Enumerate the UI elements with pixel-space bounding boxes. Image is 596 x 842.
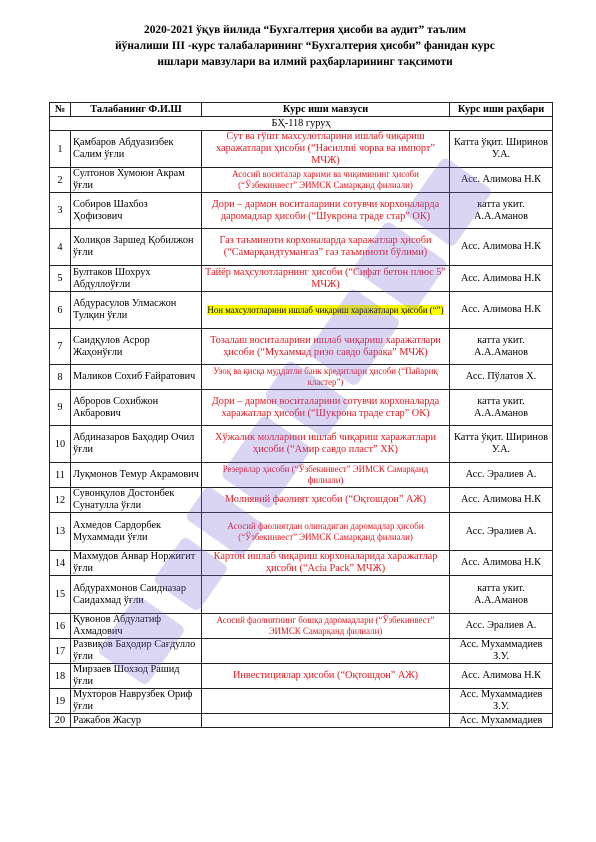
advisor: Асс. Мухаммадиев З.У. bbox=[450, 689, 553, 714]
course-topic: Асосий воситалар харими ва чиқимининг ҳисоби (“Ўзбекинвест” ЭИМСК Самарқанд филиали) bbox=[202, 168, 450, 193]
course-topic bbox=[202, 714, 450, 728]
student-name: Сувонқулов Достонбек Сунатулла ўғли bbox=[71, 488, 202, 513]
table-row bbox=[50, 229, 553, 266]
advisor: катта укит. А.А.Аманов bbox=[450, 329, 553, 365]
row-number: 11 bbox=[50, 463, 71, 488]
course-topic: Дори – дармон воситаларини сотувчи корхоналарда даромадлар ҳисоби (“Шукрона траде стар” ОК) bbox=[202, 193, 450, 229]
table-row bbox=[50, 168, 553, 193]
course-topic: Молиявий фаолият ҳисоби (“Оқтошдон” АЖ) bbox=[202, 488, 450, 513]
student-name: Абдурасулов Улмасжон Тулқин ўғли bbox=[71, 292, 202, 329]
student-name: Абдурахмонов Саидназар Саидахмад ўғли bbox=[71, 576, 202, 614]
header-number: № bbox=[50, 103, 71, 117]
course-topic: Асосий фаолиятнинг бошқа даромадлари (“Ўзбекинвест” ЭИМСК Самарқанд филиали) bbox=[202, 614, 450, 639]
student-name: Саидқулов Асрор Жаҳонўғли bbox=[71, 329, 202, 365]
table-row bbox=[50, 426, 553, 463]
row-number: 15 bbox=[50, 576, 71, 614]
student-name: Маликов Сохиб Ғайратович bbox=[71, 365, 202, 390]
advisor: Асс. Эралиев А. bbox=[450, 463, 553, 488]
row-number: 20 bbox=[50, 714, 71, 728]
course-work-table bbox=[49, 102, 553, 728]
course-topic bbox=[202, 639, 450, 664]
title-line-2: йўналиши III -курс талабаларининг “Бухгалтерия ҳисоби” фанидан курс bbox=[115, 40, 495, 52]
header-topic: Курс иши мавзуси bbox=[202, 103, 450, 117]
course-topic: Тозалаш воситаларини ишлаб чиқариш харажатлари ҳисоби (“Мухаммад ризо савдо барака” МЧЖ) bbox=[202, 329, 450, 365]
course-topic: Хўжалик молларини ишлаб чиқариш харажатлари ҳисоби (“Амир савдо пласт” ХК) bbox=[202, 426, 450, 463]
table-row bbox=[50, 463, 553, 488]
student-name: Қамбаров Абдуазизбек Салим ўғли bbox=[71, 131, 202, 168]
student-name: Собиров Шахбоз Ҳофизович bbox=[71, 193, 202, 229]
advisor: Асс. Алимова Н.К bbox=[450, 168, 553, 193]
advisor: Катта ўқит. Ширинов У.А. bbox=[450, 131, 553, 168]
row-number: 12 bbox=[50, 488, 71, 513]
advisor: Асс. Мухаммадиев З.У. bbox=[450, 639, 553, 664]
table-row bbox=[50, 266, 553, 292]
table-row bbox=[50, 576, 553, 614]
course-topic bbox=[202, 292, 450, 329]
table-row bbox=[50, 714, 553, 728]
table-row bbox=[50, 513, 553, 551]
row-number: 19 bbox=[50, 689, 71, 714]
table-row bbox=[50, 551, 553, 576]
advisor: Асс. Пўлатов Х. bbox=[450, 365, 553, 390]
table-row bbox=[50, 131, 553, 168]
advisor: Асс. Алимова Н.К bbox=[450, 292, 553, 329]
student-name: Абдиназаров Баҳодир Очил ўғли bbox=[71, 426, 202, 463]
group-label: БҲ-118 гуруҳ bbox=[50, 117, 553, 131]
row-number: 3 bbox=[50, 193, 71, 229]
advisor: Асс. Алимова Н.К bbox=[450, 488, 553, 513]
header-student-name: Талабанинг Ф.И.Ш bbox=[71, 103, 202, 117]
table-row bbox=[50, 365, 553, 390]
table-row bbox=[50, 614, 553, 639]
course-topic bbox=[202, 689, 450, 714]
row-number: 17 bbox=[50, 639, 71, 664]
advisor: Асс. Алимова Н.К bbox=[450, 266, 553, 292]
table-row bbox=[50, 193, 553, 229]
table-row bbox=[50, 639, 553, 664]
highlighted-topic: Нон махсулотларини ишлаб чиқариш харажатлари ҳисоби (“”) bbox=[207, 304, 444, 315]
row-number: 7 bbox=[50, 329, 71, 365]
row-number: 8 bbox=[50, 365, 71, 390]
row-number: 13 bbox=[50, 513, 71, 551]
row-number: 2 bbox=[50, 168, 71, 193]
table-row bbox=[50, 329, 553, 365]
advisor: Асс. Алимова Н.К bbox=[450, 229, 553, 266]
course-topic: Резервлар ҳисоби (“Ўзбекинвест” ЭИМСК Самарқанд филиали) bbox=[202, 463, 450, 488]
row-number: 10 bbox=[50, 426, 71, 463]
course-topic: Асосий фаолиятдан олинадиган даромадлар ҳисоби (“Ўзбекинвест” ЭИМСК Самарқанд филиали) bbox=[202, 513, 450, 551]
student-name: Аброров Сохибжон Акбарович bbox=[71, 390, 202, 426]
student-name: Развиқов Баҳодир Сағдулло ўғли bbox=[71, 639, 202, 664]
student-name: Мухторов Наврузбек Ориф ўғли bbox=[71, 689, 202, 714]
row-number: 4 bbox=[50, 229, 71, 266]
advisor: катта укит. А.А.Аманов bbox=[450, 390, 553, 426]
page-title bbox=[70, 22, 540, 70]
advisor: Асс. Алимова Н.К bbox=[450, 664, 553, 689]
row-number: 5 bbox=[50, 266, 71, 292]
group-row bbox=[50, 117, 553, 131]
student-name: Луқмонов Темур Акрамович bbox=[71, 463, 202, 488]
course-topic: Сут ва гўшт махсулотларини ишлаб чиқариш харажатлари ҳисоби (“Насиллиi чорва ва импорт” МЧЖ) bbox=[202, 131, 450, 168]
title-line-3: ишлари мавзулари ва илмий раҳбарларининг тақсимоти bbox=[157, 56, 453, 68]
course-topic: Тайёр маҳсулотларнинг ҳисоби (“Сифат бетон плюс 5” МЧЖ) bbox=[202, 266, 450, 292]
advisor: Катта ўқит. Ширинов У.А. bbox=[450, 426, 553, 463]
student-name: Мирзаев Шохзод Рашид ўғли bbox=[71, 664, 202, 689]
course-topic: Узоқ ва қисқа муддатли банк кредитлари ҳисоби (“Пайариқ кластер”) bbox=[202, 365, 450, 390]
advisor: катта укит. А.А.Аманов bbox=[450, 576, 553, 614]
student-name: Махмудов Анвар Норжигит ўғли bbox=[71, 551, 202, 576]
advisor: катта укит. А.А.Аманов bbox=[450, 193, 553, 229]
student-name: Ахмедов Сардорбек Мухаммади ўғли bbox=[71, 513, 202, 551]
course-topic: Газ таъминоти корхоналарда харажатлар ҳисоби (“Самарқандтумангаз” газ таъминоти бўлими) bbox=[202, 229, 450, 266]
student-name: Ражабов Жасур bbox=[71, 714, 202, 728]
advisor: Асс. Эралиев А. bbox=[450, 513, 553, 551]
table-row bbox=[50, 292, 553, 329]
student-name: Султонов Хумоюн Акрам ўғли bbox=[71, 168, 202, 193]
row-number: 18 bbox=[50, 664, 71, 689]
student-name: Қувонов Абдулатиф Ахмадович bbox=[71, 614, 202, 639]
row-number: 14 bbox=[50, 551, 71, 576]
row-number: 16 bbox=[50, 614, 71, 639]
advisor: Асс. Алимова Н.К bbox=[450, 551, 553, 576]
course-topic bbox=[202, 576, 450, 614]
title-line-1: 2020-2021 ўқув йилида “Бухгалтерия ҳисоби ва аудит” таълим bbox=[144, 24, 466, 36]
advisor: Асс. Эралиев А. bbox=[450, 614, 553, 639]
row-number: 1 bbox=[50, 131, 71, 168]
course-topic: Дори – дармон воситаларини сотувчи корхоналарда харажатлар ҳисоби (“Шукрона траде стар” ОК) bbox=[202, 390, 450, 426]
student-name: Холиқов Заршед Қобилжон ўғли bbox=[71, 229, 202, 266]
table-row bbox=[50, 689, 553, 714]
header-advisor: Курс иши раҳбари bbox=[450, 103, 553, 117]
row-number: 6 bbox=[50, 292, 71, 329]
table-row bbox=[50, 390, 553, 426]
table-row bbox=[50, 664, 553, 689]
course-topic: Инвестициялар ҳисоби (“Оқтошдон” АЖ) bbox=[202, 664, 450, 689]
advisor: Асс. Мухаммадиев bbox=[450, 714, 553, 728]
student-name: Бултаков Шохрух Абдуллоўғли bbox=[71, 266, 202, 292]
course-topic: Картон ишлаб чиқариш корхоналарида харажатлар ҳисоби (“Acia Pack” МЧЖ) bbox=[202, 551, 450, 576]
table-header-row bbox=[50, 103, 553, 117]
table-row bbox=[50, 488, 553, 513]
row-number: 9 bbox=[50, 390, 71, 426]
